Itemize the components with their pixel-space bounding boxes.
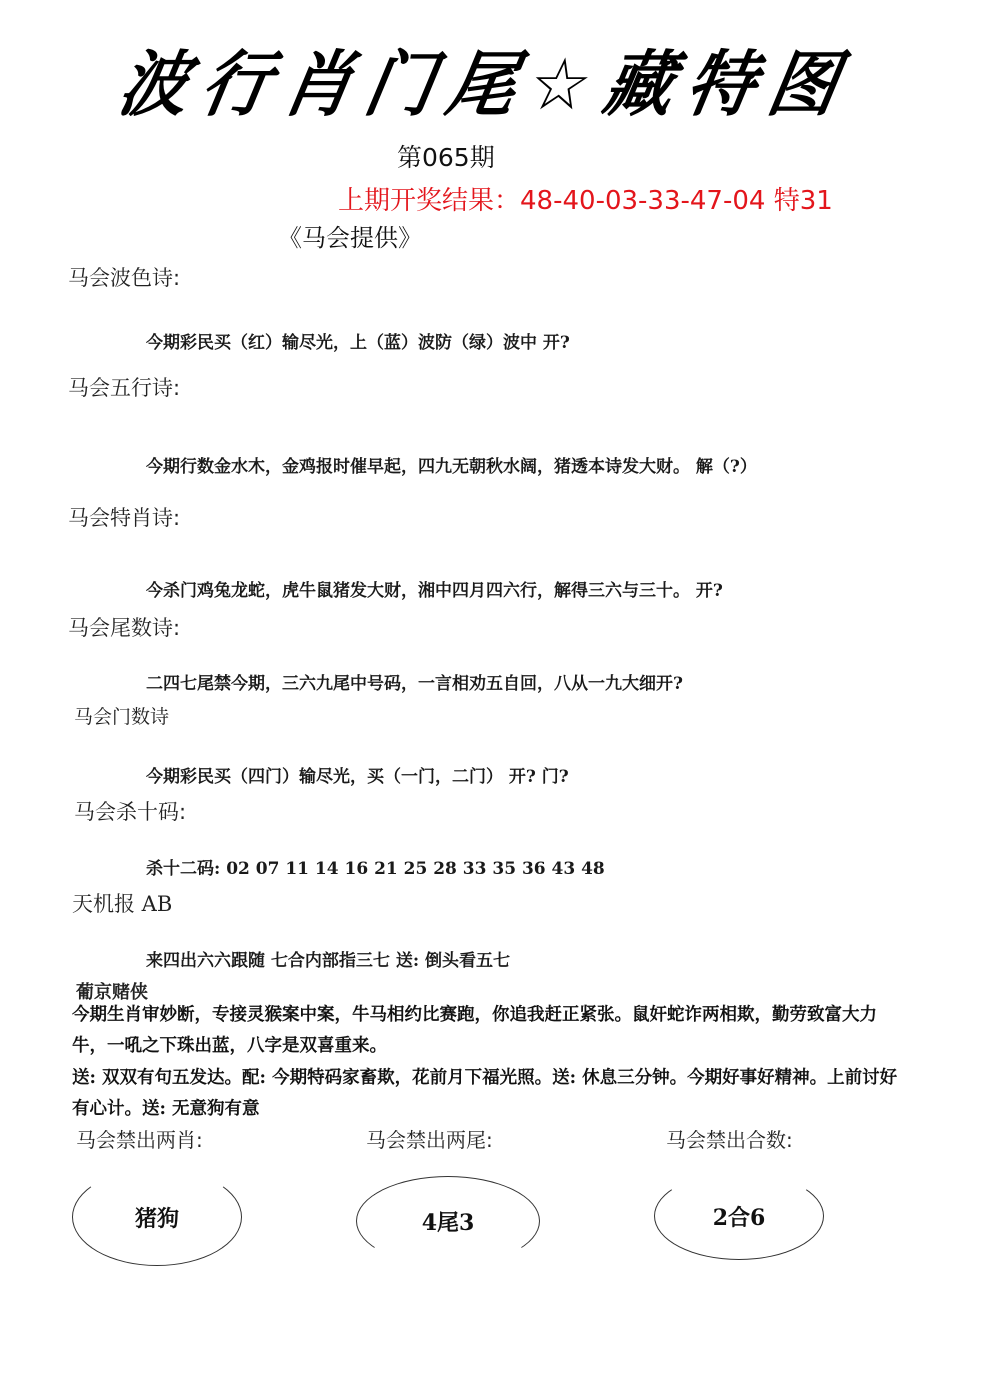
section-heading-tail-number-poem: 马会尾数诗:	[68, 616, 181, 640]
section-heading-tianji: 天机报 AB	[72, 892, 173, 916]
gambler-heading: 葡京赌侠	[76, 982, 148, 1003]
last-result-numbers: 48-40-03-33-47-04	[520, 186, 766, 216]
section-text-tail-number-poem: 二四七尾禁今期，三六九尾中号码，一言相劝五自回，八从一九大细开?	[146, 674, 683, 694]
issue-number: 第065期	[397, 143, 495, 172]
ban-tail-oval	[356, 1176, 540, 1266]
section-text-door-number-poem: 今期彩民买（四门）输尽光，买（一门，二门） 开? 门?	[146, 767, 569, 787]
section-heading-color-poem: 马会波色诗:	[68, 266, 181, 290]
gambler-paragraph-2: 送: 双双有句五发达。配: 今期特码家畜欺，花前月下福光照。送: 休息三分钟。今期好事好精神。上前讨好有心计。送: 无意狗有意	[72, 1068, 898, 1119]
source-credit: 《马会提供》	[278, 224, 422, 252]
banner-title: 波行肖门尾☆藏特图	[112, 43, 859, 127]
ban-zodiac-label: 马会禁出两肖:	[76, 1128, 203, 1152]
section-heading-kill-ten-codes: 马会杀十码:	[74, 800, 187, 824]
gambler-paragraph: 今期生肖审妙断，专接灵猴案中案，牛马相约比赛跑，你追我赶正紧张。鼠奸蛇诈两相欺，勤劳致富大力牛，一吼之下珠出蓝，八字是双喜重来。	[72, 1005, 877, 1056]
last-result	[338, 180, 833, 217]
section-heading-five-elements-poem: 马会五行诗:	[68, 376, 181, 400]
ban-zodiac-value: 猪狗	[134, 1205, 179, 1232]
last-result-special: 特31	[773, 186, 833, 216]
section-text-five-elements-poem: 今期行数金水木，金鸡报时催早起，四九无朝秋水阔，猪透本诗发大财。 解（?）	[146, 457, 757, 477]
section-heading-door-number-poem: 马会门数诗	[74, 706, 170, 728]
section-text-tianji: 来四出六六跟随 七合内部指三七 送: 倒头看五七	[146, 951, 511, 971]
section-text-color-poem: 今期彩民买（红）输尽光，上（蓝）波防（绿）波中 开?	[146, 333, 570, 353]
section-text-kill-ten-codes: 杀十二码: 02 07 11 14 16 21 25 28 33 35 36 43 48	[146, 859, 605, 879]
ban-sum-value: 2合6	[712, 1204, 766, 1231]
ban-sum-oval	[654, 1172, 824, 1260]
section-text-special-zodiac-poem: 今杀门鸡兔龙蛇，虎牛鼠猪发大财，湘中四月四六行，解得三六与三十。 开?	[146, 581, 723, 601]
ban-tail-value: 4尾3	[421, 1209, 475, 1236]
ban-zodiac-oval	[72, 1168, 242, 1266]
last-result-label: 上期开奖结果：	[338, 186, 521, 216]
section-heading-special-zodiac-poem: 马会特肖诗:	[68, 506, 181, 530]
ban-tail-label: 马会禁出两尾:	[366, 1128, 493, 1152]
ban-sum-label: 马会禁出合数:	[666, 1128, 793, 1152]
